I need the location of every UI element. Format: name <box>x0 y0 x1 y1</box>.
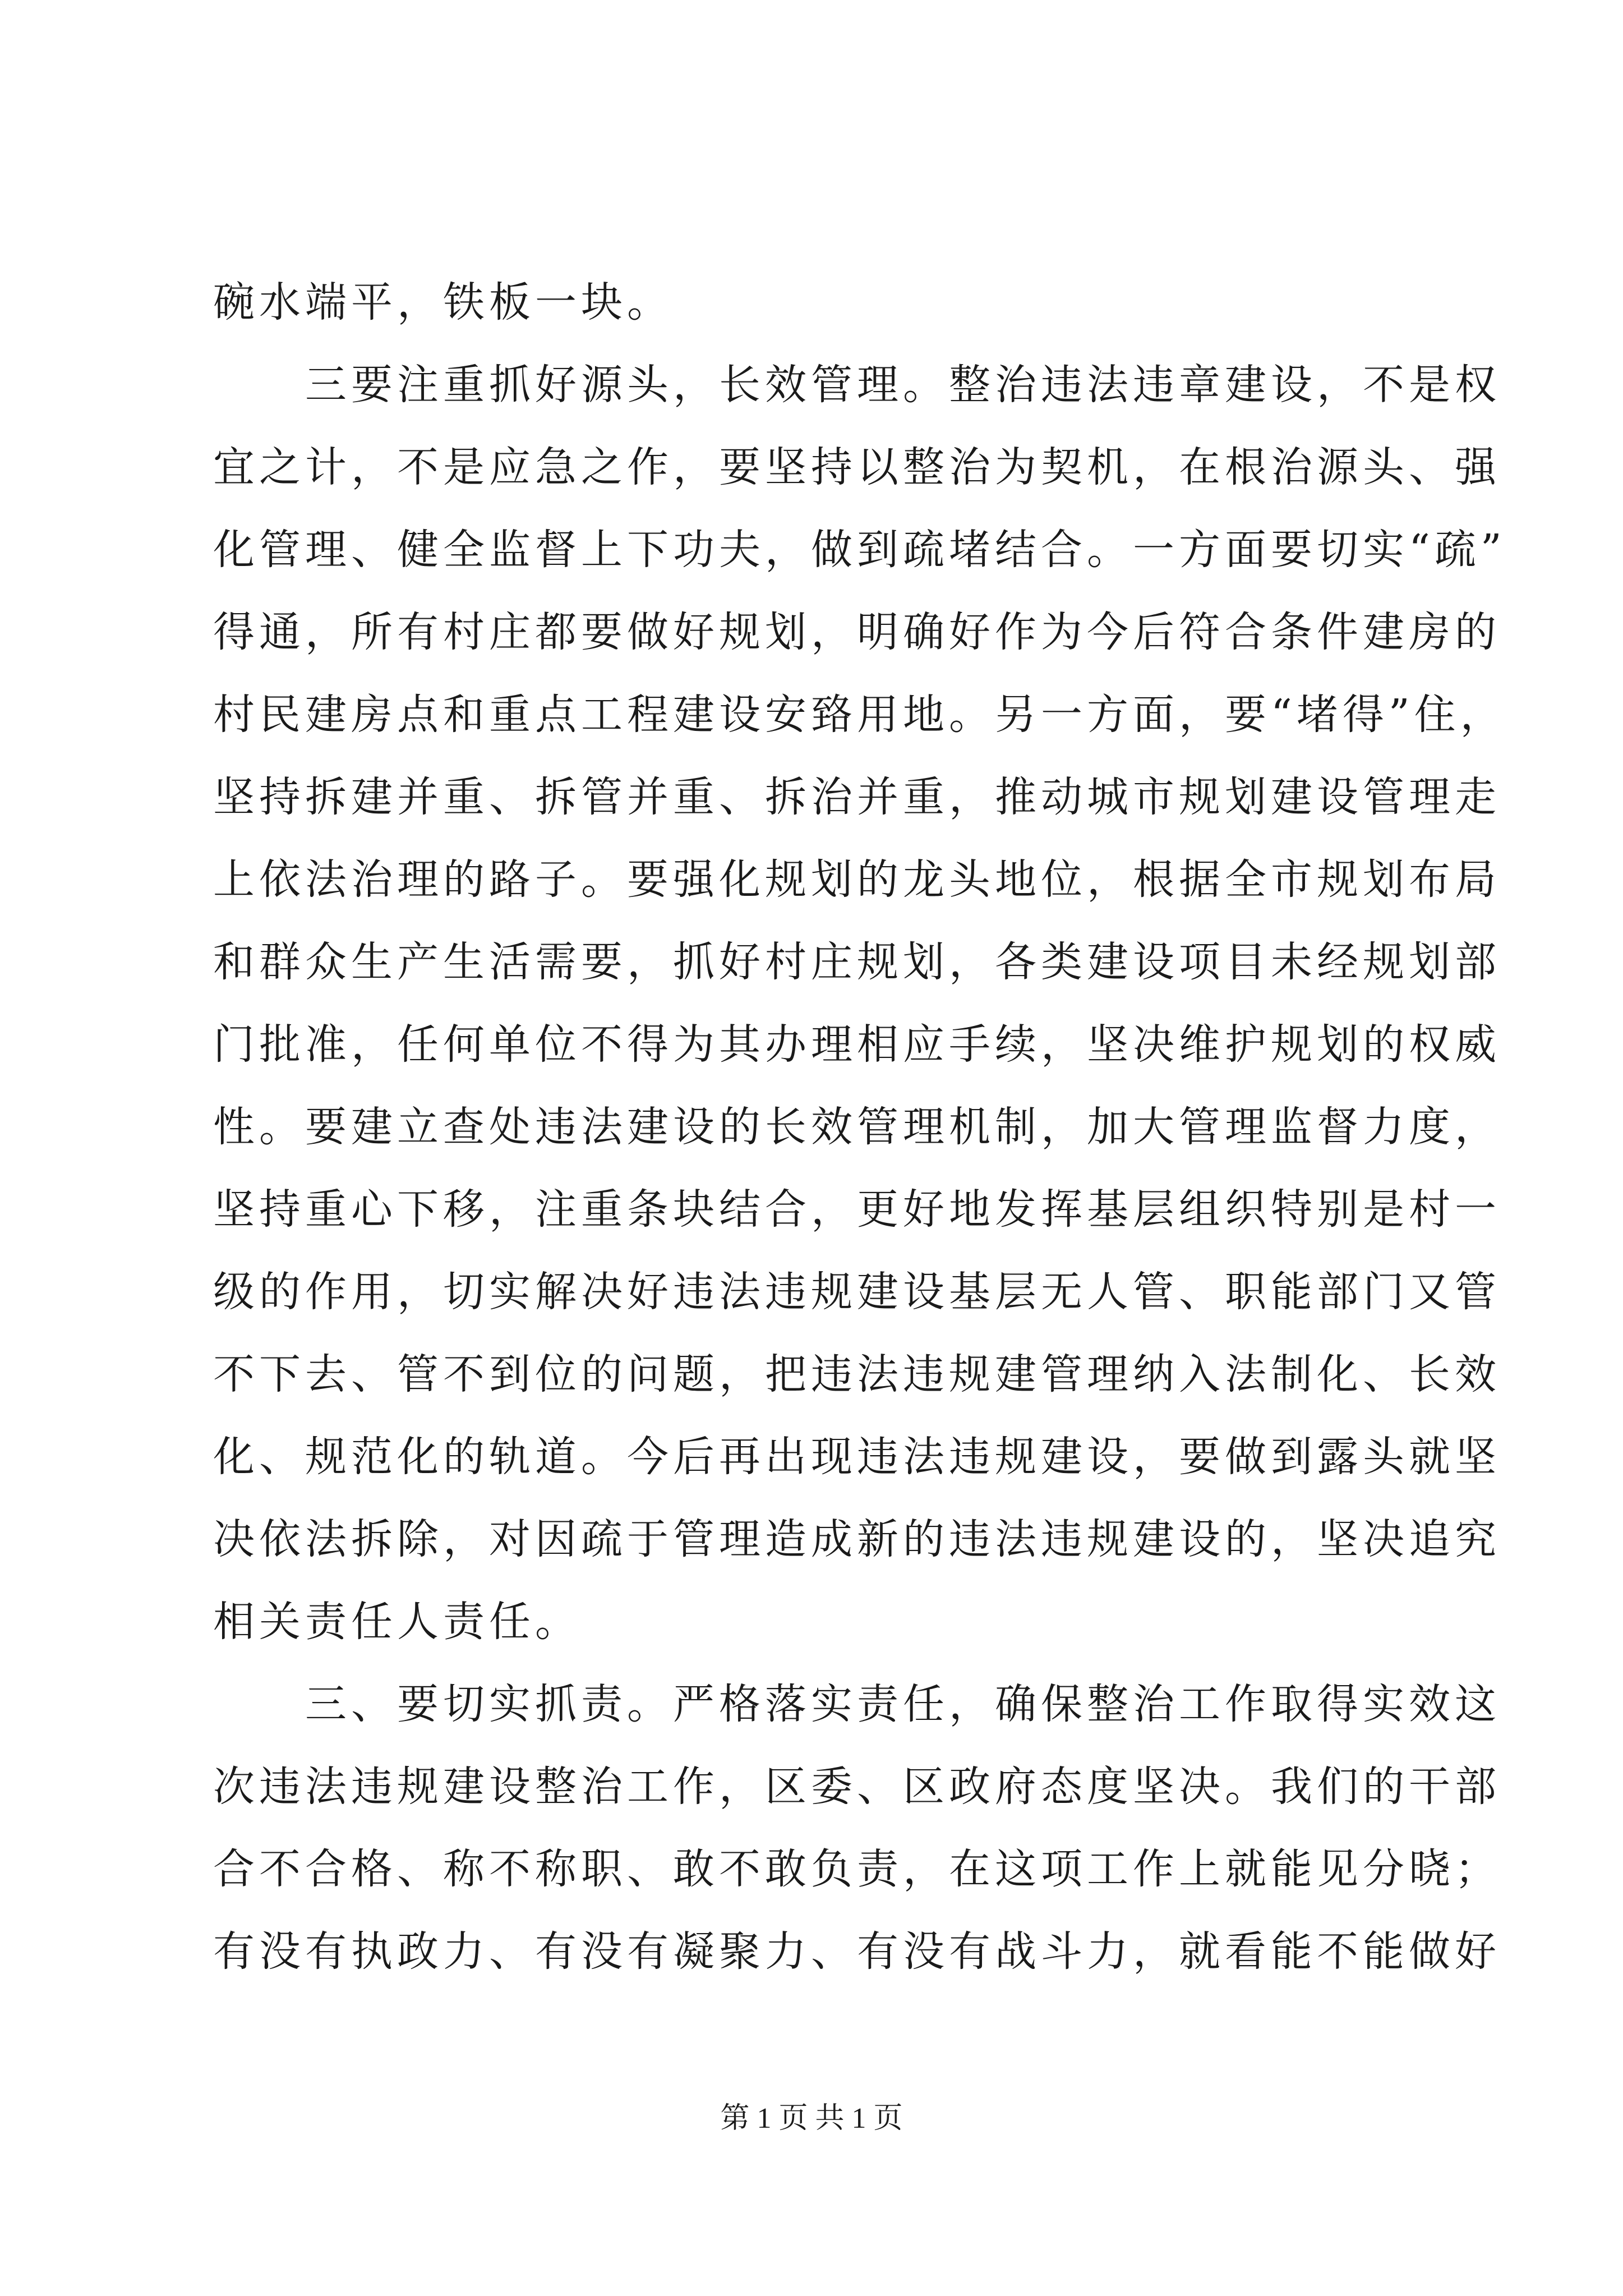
text-line: 有没有执政力、有没有凝聚力、有没有战斗力，就看能不能做好 <box>213 1927 1501 1976</box>
text-line: 三要注重抓好源头，长效管理。整治违法违章建设，不是权 <box>305 361 1501 409</box>
page-number-label: 第 1 页 共 1 页 <box>720 2102 903 2134</box>
page-footer <box>0 2099 1623 2138</box>
text-line: 级的作用，切实解决好违法违规建设基层无人管、职能部门又管 <box>213 1268 1501 1316</box>
text-line: 坚持拆建并重、拆管并重、拆治并重，推动城市规划建设管理走 <box>213 773 1501 821</box>
text-line: 性。要建立查处违法建设的长效管理机制，加大管理监督力度， <box>213 1103 1501 1151</box>
text-line: 和群众生产生活需要，抓好村庄规划，各类建设项目未经规划部 <box>213 938 1501 986</box>
text-line: 村民建房点和重点工程建设安臵用地。另一方面，要“堵得”住， <box>213 691 1506 739</box>
text-line: 宜之计，不是应急之作，要坚持以整治为契机，在根治源头、强 <box>213 443 1501 491</box>
document-body <box>213 261 1506 1993</box>
text-line: 碗水端平，铁板一块。 <box>213 278 673 326</box>
text-line: 不下去、管不到位的问题，把违法违规建管理纳入法制化、长效 <box>213 1350 1501 1398</box>
text-line: 化管理、健全监督上下功夫，做到疏堵结合。一方面要切实“疏” <box>213 526 1506 574</box>
text-line: 坚持重心下移，注重条块结合，更好地发挥基层组织特别是村一 <box>213 1185 1501 1234</box>
text-line: 化、规范化的轨道。今后再出现违法违规建设，要做到露头就坚 <box>213 1433 1501 1481</box>
text-line: 决依法拆除，对因疏于管理造成新的违法违规建设的，坚决追究 <box>213 1515 1501 1563</box>
text-line: 三、要切实抓责。严格落实责任，确保整治工作取得实效这 <box>305 1680 1501 1728</box>
text-line: 得通，所有村庄都要做好规划，明确好作为今后符合条件建房的 <box>213 608 1501 656</box>
text-line: 相关责任人责任。 <box>213 1598 581 1646</box>
text-line: 次违法违规建设整治工作，区委、区政府态度坚决。我们的干部 <box>213 1763 1501 1811</box>
text-line: 上依法治理的路子。要强化规划的龙头地位，根据全市规划布局 <box>213 855 1501 904</box>
text-line: 门批准，任何单位不得为其办理相应手续，坚决维护规划的权威 <box>213 1020 1501 1069</box>
text-line: 合不合格、称不称职、敢不敢负责，在这项工作上就能见分晓； <box>213 1845 1501 1893</box>
